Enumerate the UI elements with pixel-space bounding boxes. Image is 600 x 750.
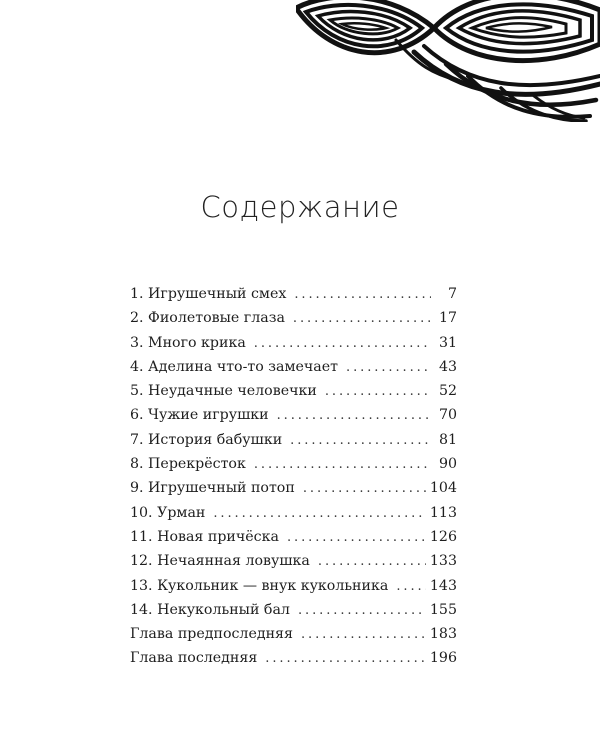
toc-entry-page: 183 [429,626,457,643]
toc-entry-title: 6. Чужие игрушки [130,407,269,424]
page-title: Содержание [200,190,400,224]
toc-entry-title: 12. Нечаянная ловушка [130,553,310,570]
toc-entry[interactable] [130,403,457,427]
toc-entry-title: 4. Аделина что-то замечает [130,358,338,375]
toc-entry[interactable] [130,646,457,670]
dot-leader [213,502,426,526]
toc-entry-page: 52 [438,383,457,400]
toc-entry-page: 155 [429,601,457,618]
toc-entry[interactable] [130,355,457,379]
dot-leader [290,429,431,453]
dot-leader [294,283,431,307]
toc-entry[interactable] [130,525,457,549]
toc-entry-title: 5. Неудачные человечки [130,383,317,400]
toc-entry-page: 90 [438,456,457,473]
dot-leader [303,477,426,501]
table-of-contents [130,282,457,671]
dot-leader [277,404,431,428]
dot-leader [287,526,426,550]
dot-leader [293,307,431,331]
toc-entry-page: 31 [438,334,457,351]
toc-entry-title: 10. Урман [130,504,206,521]
toc-entry[interactable] [130,331,457,355]
toc-entry-title: 14. Некукольный бал [130,601,290,618]
toc-entry-title: 7. История бабушки [130,431,283,448]
dot-leader [254,332,431,356]
toc-entry[interactable] [130,598,457,622]
toc-entry-title: 11. Новая причёска [130,528,279,545]
toc-entry[interactable] [130,549,457,573]
toc-entry-page: 43 [438,358,457,375]
toc-entry-title: 8. Перекрёсток [130,456,246,473]
toc-entry-page: 113 [429,504,457,521]
dot-leader [318,550,426,574]
decorative-ornament [296,0,600,122]
toc-entry-page: 133 [429,553,457,570]
toc-entry-page: 81 [438,431,457,448]
toc-entry-page: 17 [438,310,457,327]
toc-entry-page: 196 [429,650,457,667]
toc-entry[interactable] [130,622,457,646]
toc-entry[interactable] [130,306,457,330]
toc-entry-page: 143 [429,577,457,594]
dot-leader [325,380,431,404]
toc-entry[interactable] [130,428,457,452]
dot-leader [254,453,431,477]
toc-entry[interactable] [130,574,457,598]
toc-entry[interactable] [130,282,457,306]
dot-leader [298,599,426,623]
toc-entry-title: 13. Кукольник — внук кукольника [130,577,389,594]
dot-leader [396,575,426,599]
toc-entry[interactable] [130,452,457,476]
toc-entry[interactable] [130,501,457,525]
dot-leader [301,623,426,647]
dot-leader [346,356,431,380]
toc-entry-title: Глава предпоследняя [130,626,293,643]
toc-entry-page: 104 [429,480,457,497]
toc-entry[interactable] [130,476,457,500]
toc-entry-title: 9. Игрушечный потоп [130,480,295,497]
toc-entry[interactable] [130,379,457,403]
toc-entry-page: 70 [438,407,457,424]
toc-entry-page: 7 [447,286,457,302]
toc-entry-title: 1. Игрушечный смех [130,286,287,302]
toc-entry-title: 2. Фиолетовые глаза [130,310,285,327]
toc-entry-title: Глава последняя [130,650,258,667]
dot-leader [265,647,426,671]
toc-entry-page: 126 [429,528,457,545]
toc-entry-title: 3. Много крика [130,334,246,351]
